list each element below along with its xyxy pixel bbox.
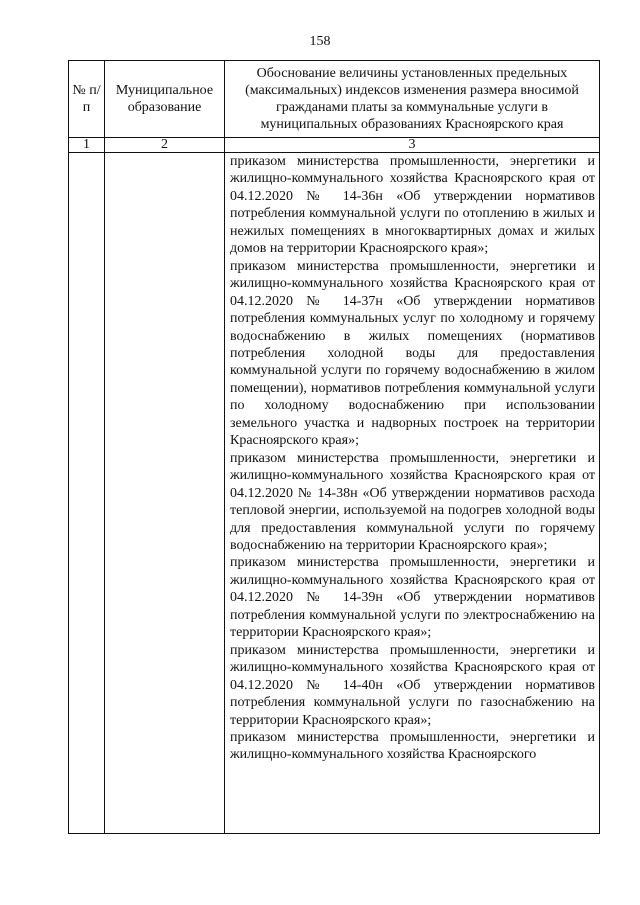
order-paragraph-14-39n: приказом министерства промышленности, энергетики и жилищно-коммунального хозяйства Красноярского края от 04.12.2020 № 14-39н «Об утверждении нормативов потребления коммунальной услуги по электроснабжению на территории Красноярского края»;: [230, 555, 595, 641]
header-municipality: Муниципальное образование: [105, 61, 225, 138]
order-paragraph-14-38n: приказом министерства промышленности, энергетики и жилищно-коммунального хозяйства Красноярского края от 04.12.2020 № 14-38н «Об утверждении нормативов расхода тепловой энергии, используемой на подогрев холодной воды для предоставления коммунальной услуги по горячему водоснабжению на территории Красноярского края»;: [230, 450, 595, 553]
order-paragraph-14-36n: приказом министерства промышленности, энергетики и жилищно-коммунального хозяйства Красноярского края от 04.12.2020 № 14-36н «Об утверждении нормативов потребления коммунальной услуги по отоплению в жилых и нежилых помещениях в многоквартирных домах и жилых домов на территории Красноярского края»;: [230, 154, 595, 257]
column-number-1: 1: [69, 138, 105, 153]
column-number-3: 3: [225, 138, 600, 153]
page-number: 158: [309, 34, 331, 49]
justification-cell: [225, 153, 600, 834]
justification-table: [68, 60, 600, 834]
column-number-2: 2: [105, 138, 225, 153]
order-paragraph-continued: приказом министерства промышленности, энергетики и жилищно-коммунального хозяйства Красноярского: [230, 729, 595, 763]
order-paragraph-14-40n: приказом министерства промышленности, энергетики и жилищно-коммунального хозяйства Красноярского края от 04.12.2020 № 14-40н «Об утверждении нормативов потребления коммунальной услуги по газоснабжению на территории Красноярского края»;: [230, 642, 595, 728]
table-header-row: [69, 61, 600, 138]
header-justification: Обоснование величины установленных предельных (максимальных) индексов изменения размера вносимой гражданами платы за коммунальные услуги в муниципальных образованиях Красноярского края: [225, 61, 600, 138]
order-paragraph-14-37n: приказом министерства промышленности, энергетики и жилищно-коммунального хозяйства Красноярского края от 04.12.2020 № 14-37н «Об утверждении нормативов потребления коммунальных услуг по холодному и горячему водоснабжению в жилых помещениях (нормативов потребления холодной воды для предоставления коммунальной услуги по горячему водоснабжению в жилом помещении), нормативов потребления коммунальной услуги по холодному водоснабжению при использовании земельного участка и надворных построек на территории Красноярского края»;: [230, 258, 595, 449]
column-numbers-row: [69, 138, 600, 153]
row-number-cell: [69, 153, 105, 834]
table-row: [69, 153, 600, 834]
municipality-cell: [105, 153, 225, 834]
header-row-number: № п/п: [69, 61, 105, 138]
